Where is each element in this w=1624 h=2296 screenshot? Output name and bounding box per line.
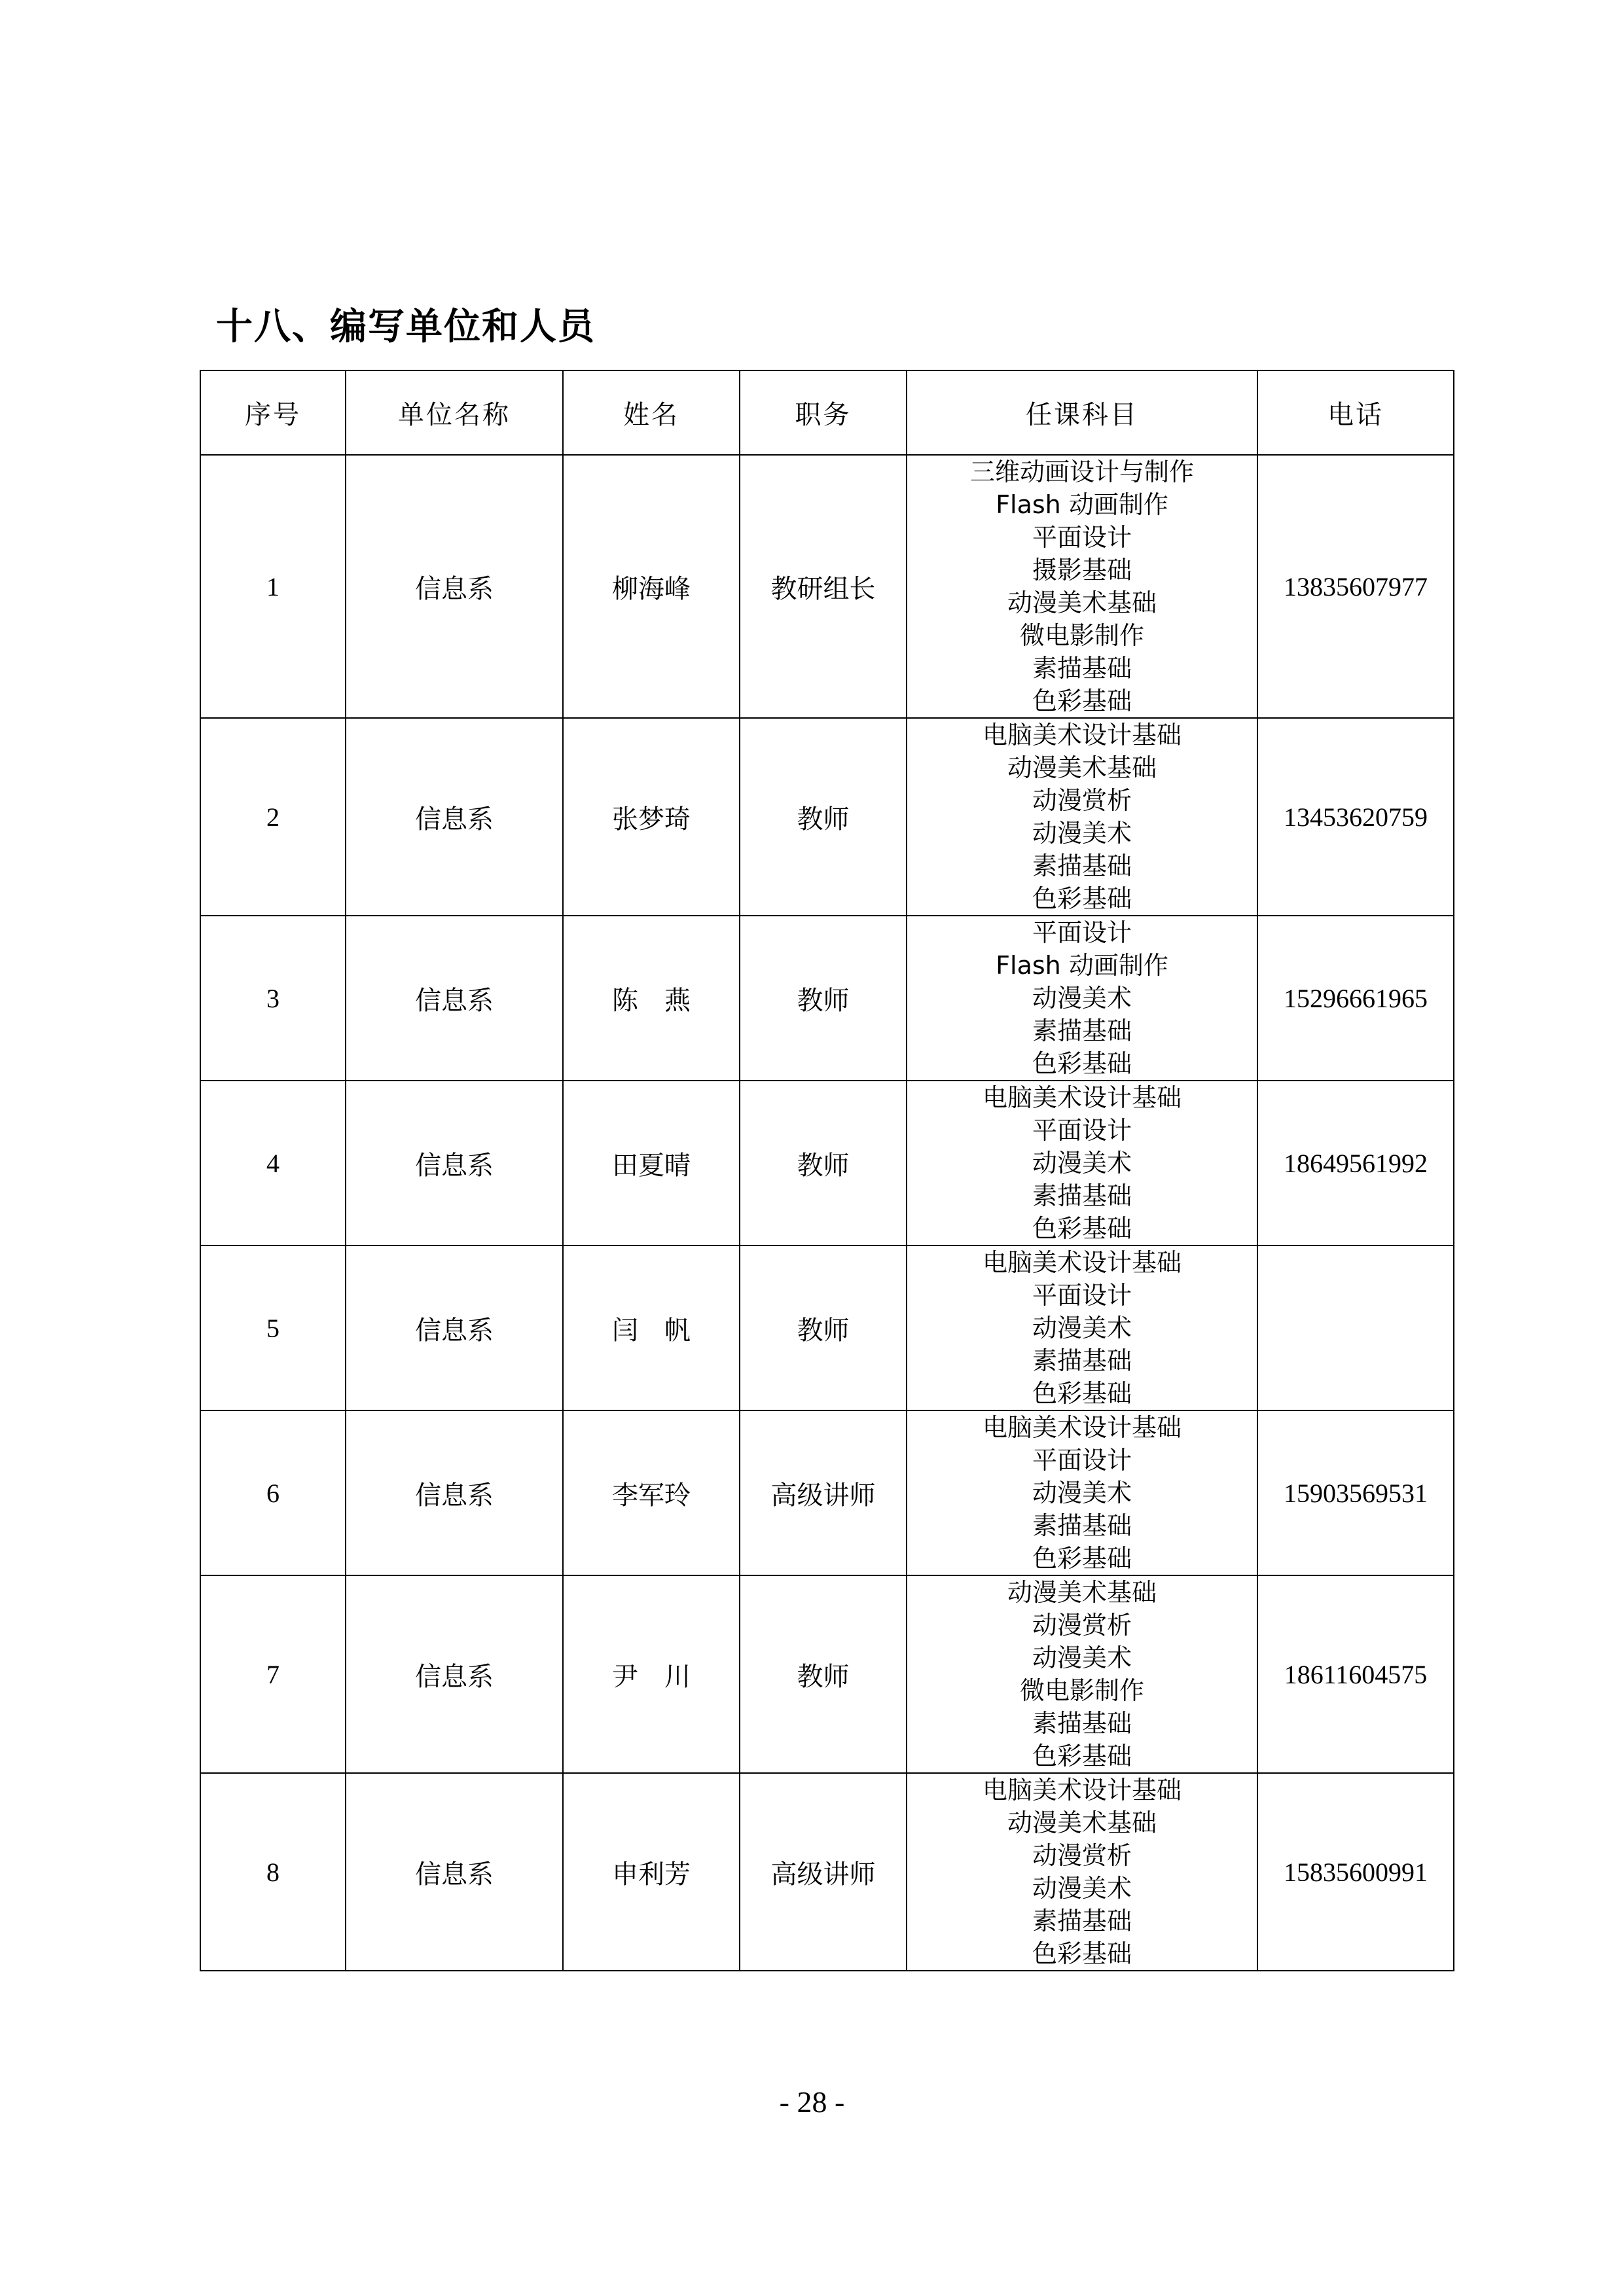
course-item: 色彩基础	[1032, 1544, 1132, 1573]
cell-courses	[907, 1246, 1257, 1410]
course-item: 平面设计	[1032, 523, 1132, 552]
cell-courses	[907, 1773, 1257, 1971]
page-number: - 28 -	[779, 2085, 845, 2119]
course-item: 电脑美术设计基础	[982, 1776, 1182, 1804]
course-item: 动漫美术	[1032, 984, 1132, 1013]
cell-courses	[907, 1575, 1257, 1773]
course-item: 电脑美术设计基础	[982, 1248, 1182, 1277]
cell-courses	[907, 1410, 1257, 1575]
course-item: 动漫赏析	[1032, 1841, 1132, 1870]
course-item: Flash 动画制作	[996, 490, 1168, 519]
cell-index: 1	[200, 455, 346, 718]
course-item: 动漫美术	[1032, 1149, 1132, 1177]
cell-courses	[907, 718, 1257, 916]
table-row	[200, 1081, 1454, 1246]
cell-index: 5	[200, 1246, 346, 1410]
course-item: 素描基础	[1032, 1907, 1132, 1935]
course-item: 电脑美术设计基础	[982, 721, 1182, 749]
course-item: Flash 动画制作	[996, 951, 1168, 980]
course-item: 动漫美术	[1032, 819, 1132, 848]
header-name: 姓名	[563, 370, 740, 455]
cell-name: 申利芳	[563, 1773, 740, 1971]
cell-position: 高级讲师	[740, 1410, 907, 1575]
table-row	[200, 718, 1454, 916]
course-item: 动漫美术	[1032, 1314, 1132, 1342]
cell-phone: 15835600991	[1257, 1773, 1454, 1971]
course-item: 动漫美术	[1032, 1479, 1132, 1507]
cell-courses	[907, 1081, 1257, 1246]
staff-table	[200, 370, 1454, 1971]
cell-courses	[907, 455, 1257, 718]
cell-position: 教师	[740, 718, 907, 916]
course-item: 色彩基础	[1032, 687, 1132, 715]
course-item: 素描基础	[1032, 1709, 1132, 1738]
cell-position: 教师	[740, 1081, 907, 1246]
course-item: 色彩基础	[1032, 1214, 1132, 1243]
table-body	[200, 455, 1454, 1971]
course-item: 动漫美术基础	[1007, 1808, 1157, 1837]
table-row	[200, 916, 1454, 1081]
header-courses: 任课科目	[907, 370, 1257, 455]
course-item: 动漫美术	[1032, 1874, 1132, 1903]
cell-index: 7	[200, 1575, 346, 1773]
course-item: 素描基础	[1032, 1511, 1132, 1540]
cell-unit: 信息系	[346, 455, 563, 718]
cell-phone: 18649561992	[1257, 1081, 1454, 1246]
course-item: 平面设计	[1032, 1281, 1132, 1310]
cell-phone: 18611604575	[1257, 1575, 1454, 1773]
course-item: 色彩基础	[1032, 1939, 1132, 1968]
cell-name: 李军玲	[563, 1410, 740, 1575]
course-item: 素描基础	[1032, 852, 1132, 880]
cell-phone: 13835607977	[1257, 455, 1454, 718]
table-row	[200, 1246, 1454, 1410]
course-item: 微电影制作	[1019, 1676, 1144, 1705]
cell-position: 教师	[740, 916, 907, 1081]
course-item: 动漫赏析	[1032, 1611, 1132, 1640]
course-item: 电脑美术设计基础	[982, 1413, 1182, 1442]
cell-phone	[1257, 1246, 1454, 1410]
course-item: 素描基础	[1032, 1346, 1132, 1375]
course-item: 摄影基础	[1032, 556, 1132, 584]
cell-unit: 信息系	[346, 718, 563, 916]
cell-name: 张梦琦	[563, 718, 740, 916]
section-title: 十八、编写单位和人员	[216, 306, 596, 348]
cell-phone: 13453620759	[1257, 718, 1454, 916]
header-phone: 电话	[1257, 370, 1454, 455]
course-item: 动漫美术基础	[1007, 753, 1157, 782]
table-row	[200, 1773, 1454, 1971]
course-item: 素描基础	[1032, 1016, 1132, 1045]
table-row	[200, 1575, 1454, 1773]
course-item: 素描基础	[1032, 1181, 1132, 1210]
header-index: 序号	[200, 370, 346, 455]
cell-unit: 信息系	[346, 1410, 563, 1575]
cell-index: 6	[200, 1410, 346, 1575]
cell-unit: 信息系	[346, 1246, 563, 1410]
cell-unit: 信息系	[346, 1575, 563, 1773]
table-row	[200, 1410, 1454, 1575]
course-item: 动漫赏析	[1032, 786, 1132, 815]
course-item: 色彩基础	[1032, 1742, 1132, 1770]
cell-index: 8	[200, 1773, 346, 1971]
course-item: 色彩基础	[1032, 884, 1132, 913]
cell-unit: 信息系	[346, 1773, 563, 1971]
course-item: 微电影制作	[1019, 621, 1144, 650]
cell-name: 柳海峰	[563, 455, 740, 718]
cell-unit: 信息系	[346, 916, 563, 1081]
course-item: 动漫美术基础	[1007, 588, 1157, 617]
cell-index: 4	[200, 1081, 346, 1246]
course-item: 动漫美术基础	[1007, 1578, 1157, 1607]
course-item: 色彩基础	[1032, 1049, 1132, 1078]
cell-position: 教研组长	[740, 455, 907, 718]
table-header-row	[200, 370, 1454, 455]
cell-phone: 15903569531	[1257, 1410, 1454, 1575]
cell-courses	[907, 916, 1257, 1081]
course-item: 素描基础	[1032, 654, 1132, 683]
header-unit: 单位名称	[346, 370, 563, 455]
header-position: 职务	[740, 370, 907, 455]
cell-name: 尹 川	[563, 1575, 740, 1773]
table-row	[200, 455, 1454, 718]
cell-name: 闫 帆	[563, 1246, 740, 1410]
cell-name: 陈 燕	[563, 916, 740, 1081]
course-item: 平面设计	[1032, 1116, 1132, 1145]
course-item: 色彩基础	[1032, 1379, 1132, 1408]
course-item: 电脑美术设计基础	[982, 1083, 1182, 1112]
cell-phone: 15296661965	[1257, 916, 1454, 1081]
course-item: 平面设计	[1032, 1446, 1132, 1475]
cell-index: 2	[200, 718, 346, 916]
cell-unit: 信息系	[346, 1081, 563, 1246]
course-item: 平面设计	[1032, 918, 1132, 947]
cell-position: 高级讲师	[740, 1773, 907, 1971]
cell-index: 3	[200, 916, 346, 1081]
course-item: 动漫美术	[1032, 1643, 1132, 1672]
cell-position: 教师	[740, 1575, 907, 1773]
cell-name: 田夏晴	[563, 1081, 740, 1246]
cell-position: 教师	[740, 1246, 907, 1410]
course-item: 三维动画设计与制作	[969, 457, 1194, 486]
